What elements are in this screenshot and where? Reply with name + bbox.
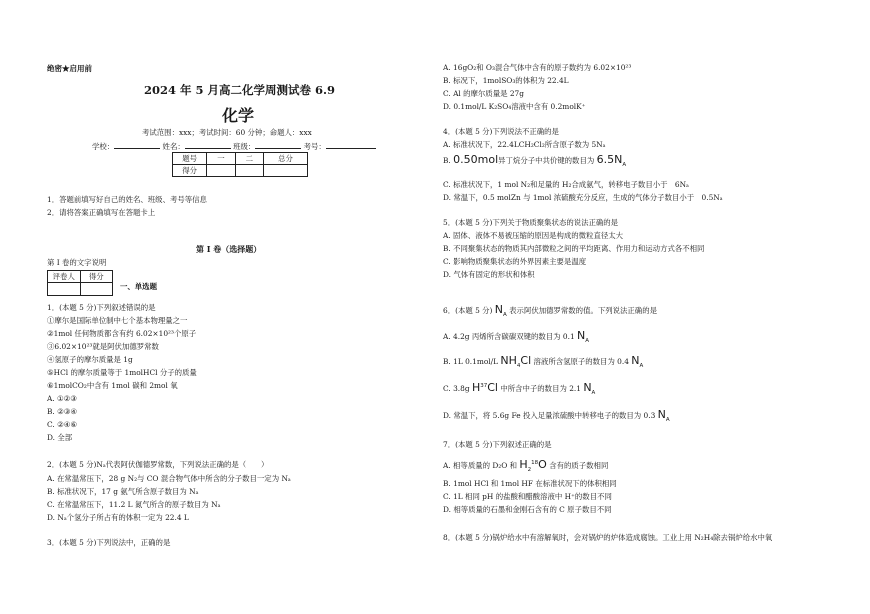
q3-option: B. 标况下，1molSO₃的体积为 22.4L — [443, 76, 569, 85]
q2-option: B. 标准状况下，17 g 氨气所含原子数目为 Nₐ — [47, 487, 199, 496]
score-cell — [264, 165, 308, 177]
q2-option: C. 在常温常压下，11.2 L 氮气所含的原子数目为 Nₐ — [47, 500, 221, 509]
q7-option: B. 1mol HCl 和 1mol HF 在标准状况下的体积相同 — [443, 479, 617, 488]
q6-b-text: 溶液所含氢原子的数目为 0.4 — [533, 357, 629, 366]
school-label: 学校： — [92, 142, 115, 151]
score-cell: 得分 — [173, 165, 207, 177]
notice-2: 2．请将答案正确填写在答题卡上 — [47, 208, 156, 217]
q6-na-symbol: N — [494, 303, 504, 316]
score-table — [172, 152, 308, 177]
q6-stem-prefix: 6．(本题 5 分) — [443, 306, 493, 315]
q4-option-b — [443, 155, 626, 167]
section-note: 第 I 卷的文字说明 — [47, 258, 107, 267]
score-cell — [207, 165, 235, 177]
q3-option: D. 0.1mol/L K₂SO₄溶液中含有 0.2molK⁺ — [443, 102, 586, 111]
q6-na-sub: A — [585, 338, 590, 344]
q3-option: A. 16gO₂和 O₃混合气体中含有的原子数约为 6.02×10²³ — [443, 63, 632, 72]
name-label: 姓名： — [162, 142, 185, 151]
score-cell: 题号 — [173, 153, 207, 165]
q6-na-symbol: N — [583, 381, 592, 394]
q3-stem: 3．(本题 5 分)下列说法中，正确的是 — [47, 538, 171, 547]
name-field[interactable] — [185, 141, 231, 149]
exam-info: 考试范围：xxx；考试时间：60 分钟；命题人：xxx — [142, 128, 312, 137]
q4-b-sub: A — [622, 162, 627, 168]
q1-item: ⑥1molCO₂中含有 1mol 碳和 2mol 氧 — [47, 381, 178, 390]
exam-no-label: 考号： — [303, 142, 326, 151]
q2-option: A. 在常温常压下，28 g N₂与 CO 混合物气体中所含的分子数目一定为 Nₐ — [47, 474, 291, 483]
q7-a-formula: H — [519, 458, 528, 471]
q1-item: ④氢原子的摩尔质量是 1g — [47, 355, 133, 364]
q7-option: C. 1L 相同 pH 的盐酸和醋酸溶液中 H⁺的数目不同 — [443, 492, 612, 501]
q6-a-text: A. 4.2g 丙烯所含碳碳双键的数目为 0.1 — [443, 332, 575, 341]
grader-row — [48, 271, 113, 283]
score-table-value-row — [173, 165, 308, 177]
q6-c-sup: 37 — [480, 383, 488, 389]
q4-option-c: C. 标准状况下，1 mol N₂和足量的 H₂合成氨气，转移电子数目小于 6Nₐ — [443, 180, 689, 189]
score-table-header-row — [173, 153, 308, 165]
q4-b-amount: 0.50mol — [453, 153, 499, 166]
grader-table — [47, 270, 113, 296]
q5-option: A. 固体、液体不易被压缩的原因是构成的微粒直径太大 — [443, 231, 624, 240]
score-cell — [235, 165, 263, 177]
q7-a-text: 含有的质子数相同 — [549, 461, 609, 470]
q6-stem-suffix: 表示阿伏加德罗常数的值。下列说法正确的是 — [509, 306, 657, 315]
q1-item: ②1mol 任何物质都含有约 6.02×10²³个原子 — [47, 329, 197, 338]
student-info-line — [92, 141, 376, 151]
q6-option-d — [443, 410, 670, 422]
score-cell: 一 — [207, 153, 235, 165]
q6-na-symbol: N — [657, 408, 666, 421]
grader-cell — [80, 283, 113, 296]
section-title: 第 I 卷（选择题） — [196, 244, 262, 254]
q1-item: ③6.02×10²³就是阿伏加德罗常数 — [47, 342, 159, 351]
secret-mark: 绝密★启用前 — [47, 64, 92, 73]
q1-item: ①摩尔是国际单位制中七个基本物理量之一 — [47, 316, 188, 325]
grader-label: 评卷人 — [48, 271, 81, 283]
q4-option-d: D. 常温下，0.5 molZn 与 1mol 浓硫酸充分反应，生成的气体分子数目小于 0.5Nₐ — [443, 193, 723, 202]
q6-c-prefix: C. 3.8g — [443, 384, 470, 393]
q6-option-a — [443, 331, 589, 343]
q6-c-text: 中所含中子的数目为 2.1 — [500, 384, 581, 393]
q8-stem: 8．(本题 5 分)锅炉给水中有溶解氧时，会对锅炉的炉体造成腐蚀。工业上用 N₂H₄除去锅炉给水中氧 — [443, 533, 773, 542]
q6-b-formula-end: Cl — [520, 354, 532, 367]
notice-1: 1．答题前填写好自己的姓名、班级、考号等信息 — [47, 195, 207, 204]
grader-row — [48, 283, 113, 296]
q7-stem: 7．(本题 5 分)下列叙述正确的是 — [443, 440, 552, 449]
q5-option: B. 不同聚集状态的物质其内部微粒之间的平均距离、作用力和运动方式各不相同 — [443, 244, 705, 253]
q1-option: A. ①②③ — [47, 394, 77, 403]
q1-option: D. 全部 — [47, 433, 73, 442]
q6-c-formula: H — [471, 381, 481, 394]
score-cell: 总分 — [264, 153, 308, 165]
q1-option: C. ②④⑥ — [47, 420, 77, 429]
q7-a-sup: 18 — [531, 460, 539, 466]
school-field[interactable] — [114, 141, 160, 149]
grader-cell — [48, 283, 81, 296]
q5-option: C. 影响物质聚集状态的外界因素主要是温度 — [443, 257, 587, 266]
q6-option-b — [443, 356, 643, 368]
q1-item: ⑤HCl 的摩尔质量等于 1molHCl 分子的质量 — [47, 368, 197, 377]
section-heading: 一、单选题 — [120, 282, 157, 291]
q2-option: D. Nₐ个氢分子所占有的体积一定为 22.4 L — [47, 513, 189, 522]
q6-na-symbol: N — [577, 329, 586, 342]
grader-score-label: 得分 — [80, 271, 113, 283]
q7-option-a — [443, 460, 608, 472]
q7-a-formula-end: O — [538, 458, 547, 471]
q4-b-value: 6.5N — [596, 153, 623, 166]
q4-b-middle: 异丁烷分子中共价键的数目为 — [498, 156, 595, 165]
q6-option-c — [443, 383, 595, 395]
q1-option: B. ②③④ — [47, 407, 78, 416]
q6-b-formula-sub: 4 — [516, 363, 521, 369]
q6-na-sub: A — [639, 363, 644, 369]
class-field[interactable] — [255, 141, 301, 149]
q6-na-symbol: N — [631, 354, 640, 367]
q5-option: D. 气体有固定的形状和体积 — [443, 270, 535, 279]
exam-title: 2024 年 5 月高二化学周测试卷 6.9 — [144, 83, 336, 97]
q3-option: C. Al 的摩尔质量是 27g — [443, 89, 524, 98]
q7-option: D. 相等质量的石墨和金刚石含有的 C 原子数目不同 — [443, 505, 612, 514]
q4-stem: 4．(本题 5 分)下列说法不正确的是 — [443, 127, 559, 136]
q6-d-text: D. 常温下，将 5.6g Fe 投入足量浓硫酸中转移电子的数目为 0.3 — [443, 411, 656, 420]
q4-option-a: A. 标准状况下，22.4LCH₂Cl₂所含原子数为 5Nₐ — [443, 140, 606, 149]
q6-b-formula: NH — [500, 354, 517, 367]
q6-na-sub: A — [591, 390, 596, 396]
class-label: 班级： — [233, 142, 256, 151]
q5-stem: 5．(本题 5 分)下列关于物质聚集状态的说法正确的是 — [443, 218, 619, 227]
q7-a-prefix: A. 相等质量的 D₂O 和 — [443, 461, 518, 470]
score-cell: 二 — [235, 153, 263, 165]
q6-c-formula-end: Cl — [487, 381, 498, 394]
q4-b-prefix: B. — [443, 156, 451, 165]
subject-title: 化学 — [222, 106, 255, 125]
q7-a-formula-sub: 2 — [527, 467, 532, 473]
exam-no-field[interactable] — [326, 141, 376, 149]
q1-stem: 1．(本题 5 分)下列叙述错误的是 — [47, 303, 156, 312]
q2-stem: 2．(本题 5 分)Nₐ代表阿伏伽德罗常数，下列说法正确的是（ ） — [47, 460, 269, 469]
q6-b-prefix: B. 1L 0.1mol/L — [443, 357, 499, 366]
q6-stem — [443, 305, 657, 317]
q6-na-sub: A — [665, 417, 670, 423]
q6-na-sub: A — [503, 312, 507, 318]
